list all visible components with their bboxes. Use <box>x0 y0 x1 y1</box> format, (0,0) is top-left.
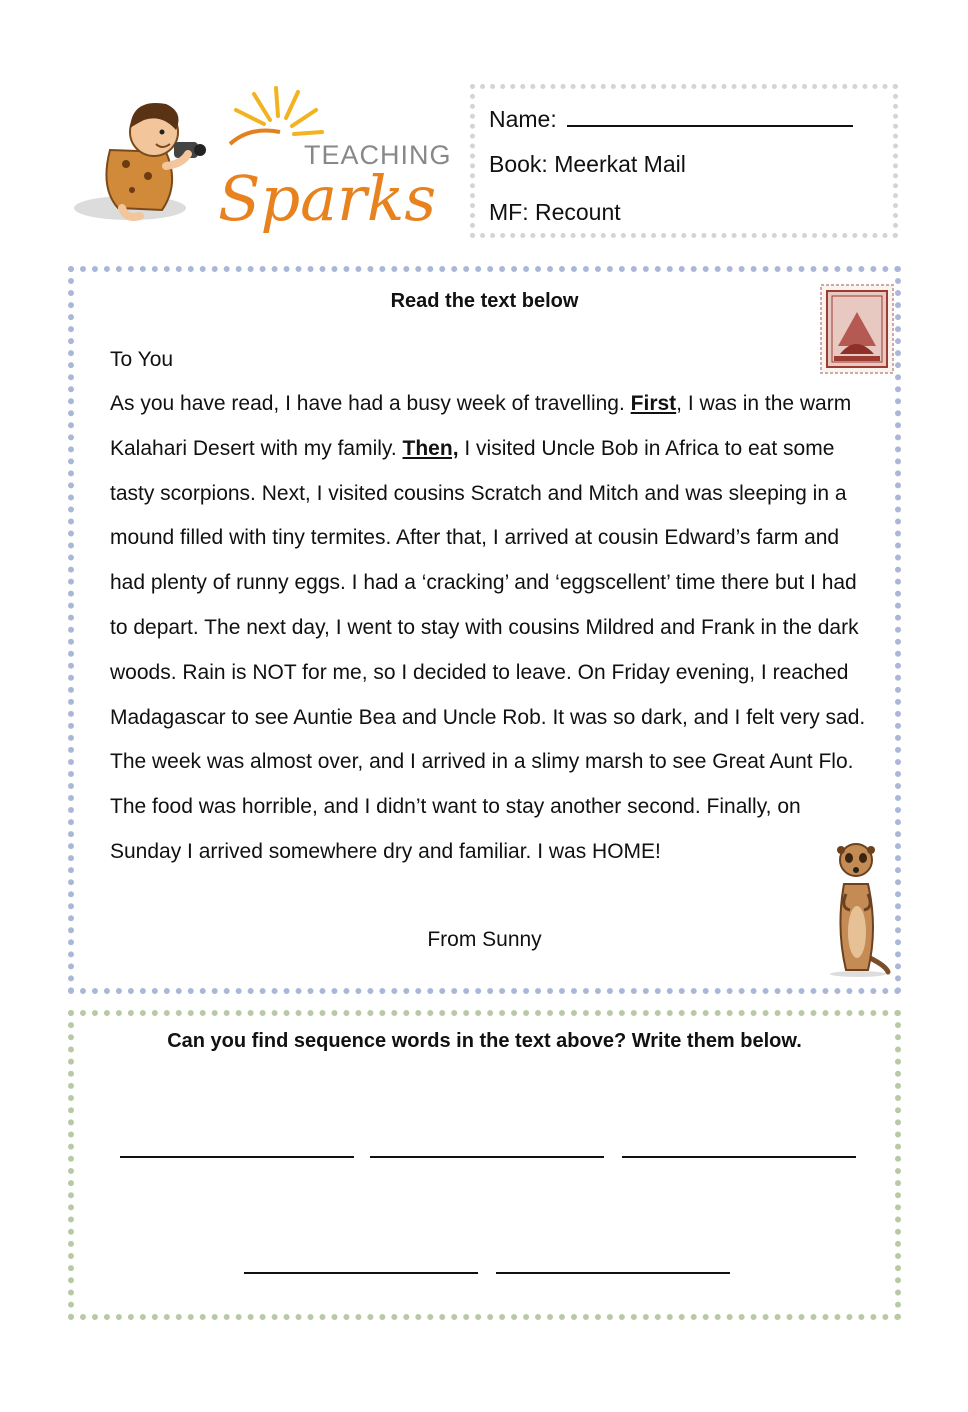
answer-blank-1[interactable] <box>120 1156 354 1158</box>
answer-blank-5[interactable] <box>496 1272 730 1274</box>
letter-text: , I was in the warm Kalahari Desert with my family. <box>110 392 852 460</box>
book-line: Book: Meerkat Mail <box>489 151 686 177</box>
answer-blank-3[interactable] <box>622 1156 856 1158</box>
letter-text: As you have read, I have had a busy week of travelling. <box>110 392 631 415</box>
stamp-icon <box>820 284 894 374</box>
letter-text: I visited Uncle Bob in Africa to eat some tasty scorpions. Next, I visited cousins Scratch and Mitch and was sleeping in a mound filled with tiny termites. After that, I arrived at cousin Edward’s farm and had plenty of runny eggs. I had a ‘cracking’ and ‘eggscellent’ time there but I had to depart. The next day, I went to stay with cousins Mildred and Frank in the dark woods. Rain is NOT for me, so I decided to leave. On Friday evening, I reached Madagascar to see Auntie Bea and Uncle Rob. It was so dark, and I felt very sad. The week was almost over, and I arrived in a slimy marsh to see Great Aunt Flo. The food was horrible, and I didn’t want to stay another second. Finally, on Sunday I arrived somewhere dry and familiar. I was HOME! <box>110 436 866 863</box>
reading-heading: Read the text below <box>390 290 579 312</box>
name-row <box>489 103 853 133</box>
name-blank[interactable] <box>567 103 853 127</box>
logo-word-teaching: TEACHING <box>304 140 452 170</box>
logo-word-sparks: Sparks <box>218 162 437 235</box>
sequence-word-first: First <box>630 392 677 415</box>
answer-blank-4[interactable] <box>244 1272 478 1274</box>
letter-signoff: From Sunny <box>427 928 542 951</box>
meerkat-icon <box>822 838 892 978</box>
task-box <box>68 1010 901 1320</box>
letter-greeting: To You <box>110 348 174 371</box>
teaching-sparks-logo <box>70 80 460 240</box>
mf-line: MF: Recount <box>489 199 621 225</box>
task-heading: Can you find sequence words in the text above? Write them below. <box>167 1030 802 1052</box>
name-label: Name: <box>489 106 557 132</box>
letter-body <box>110 382 870 875</box>
student-info-box <box>470 84 898 238</box>
answer-blank-2[interactable] <box>370 1156 604 1158</box>
sequence-word-then: Then, <box>402 436 459 460</box>
reading-text-box <box>68 266 901 994</box>
logo-graphic <box>70 80 460 240</box>
